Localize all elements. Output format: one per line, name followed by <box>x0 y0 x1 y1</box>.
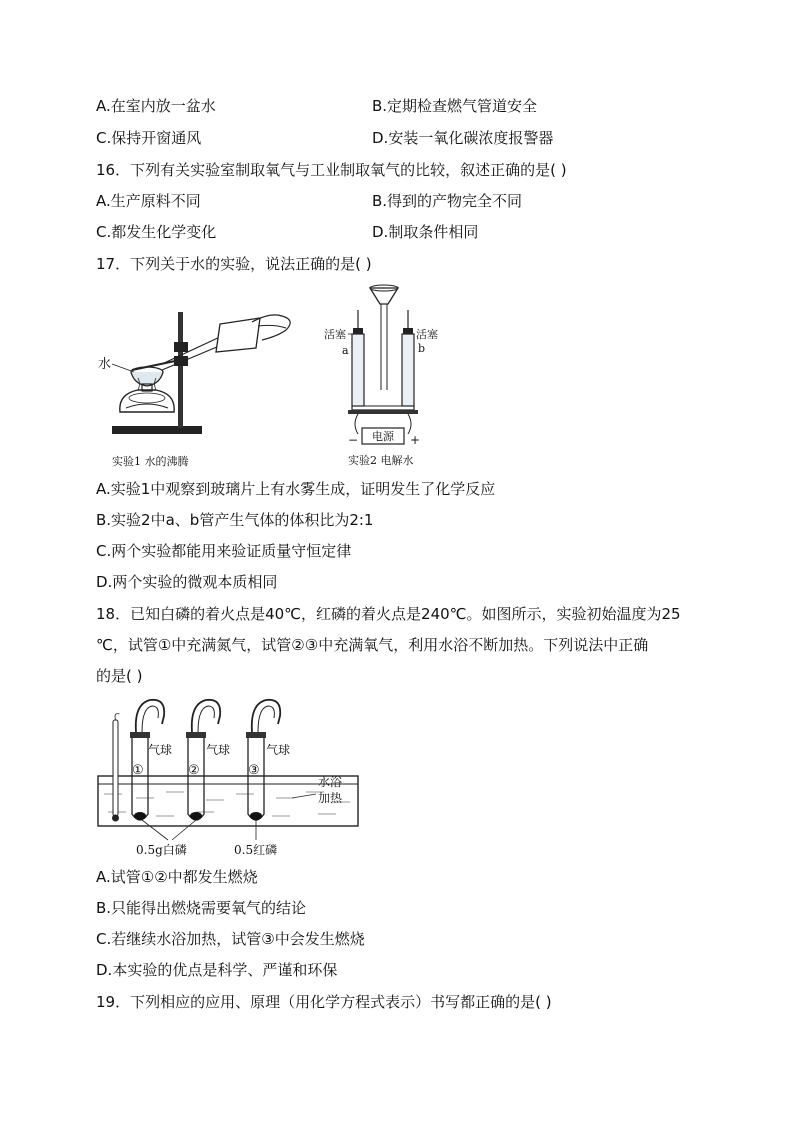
q15-option-c: C.保持开窗通风 <box>96 129 202 147</box>
power-label: 电源 <box>372 430 394 443</box>
test-tube-1 <box>130 700 164 820</box>
tube-number-2: ② <box>188 763 200 778</box>
red-phosphorus-label: 0.5红磷 <box>234 843 278 857</box>
q16-stem: 16．下列有关实验室制取氧气与工业制取氧气的比较，叙述正确的是( ) <box>96 161 567 179</box>
test-tube-3 <box>246 700 280 820</box>
minus-label: − <box>348 433 359 447</box>
q17-stem: 17．下列关于水的实验，说法正确的是( ) <box>96 255 372 273</box>
phosphorus-experiment-figure <box>96 694 376 860</box>
white-phosphorus-label: 0.5g白磷 <box>136 843 187 857</box>
q17-option-c: C.两个实验都能用来验证质量守恒定律 <box>96 542 352 560</box>
balloon-label-2: 气球 <box>206 743 231 757</box>
q17-option-b: B.实验2中a、b管产生气体的体积比为2:1 <box>96 511 374 529</box>
q18-stem-line2: ℃，试管①中充满氮气，试管②③中充满氧气，利用水浴不断加热。下列说法中正确 <box>96 636 649 654</box>
tube-b-label: b <box>418 342 426 355</box>
q18-option-a: A.试管①②中都发生燃烧 <box>96 868 258 886</box>
q18-option-d: D.本实验的优点是科学、严谨和环保 <box>96 961 338 979</box>
q18-stem-line1: 18．已知白磷的着火点是40℃，红磷的着火点是240℃。如图所示，实验初始温度为25 <box>96 605 681 623</box>
heating-label: 加热 <box>318 791 343 805</box>
experiment2-caption: 实验2 电解水 <box>348 454 414 467</box>
q16-option-a: A.生产原料不同 <box>96 192 201 210</box>
q18-option-b: B.只能得出燃烧需要氧气的结论 <box>96 899 307 917</box>
q16-option-b: B.得到的产物完全不同 <box>372 192 523 210</box>
balloon-label-3: 气球 <box>266 743 291 757</box>
q16-option-d: D.制取条件相同 <box>372 223 479 241</box>
q15-option-d: D.安装一氧化碳浓度报警器 <box>372 129 554 147</box>
test-tube-2 <box>186 700 220 820</box>
q16-option-c: C.都发生化学变化 <box>96 223 217 241</box>
experiment1-figure <box>92 290 302 475</box>
q18-stem-line3: 的是( ) <box>96 667 143 685</box>
experiment1-caption: 实验1 水的沸腾 <box>112 455 189 468</box>
balloon-label-1: 气球 <box>148 743 173 757</box>
water-bath-label: 水浴 <box>318 775 343 789</box>
valve-right-label: 活塞 <box>416 328 438 341</box>
q17-option-a: A.实验1中观察到玻璃片上有水雾生成，证明发生了化学反应 <box>96 480 496 498</box>
tube-number-1: ① <box>132 763 144 778</box>
water-label: 水 <box>98 357 112 372</box>
plus-label: + <box>410 433 421 447</box>
q19-stem: 19．下列相应的应用、原理（用化学方程式表示）书写都正确的是( ) <box>96 993 552 1011</box>
experiment2-figure <box>318 282 448 474</box>
valve-left-label: 活塞 <box>324 328 346 341</box>
q15-option-b: B.定期检查燃气管道安全 <box>372 97 538 115</box>
tube-number-3: ③ <box>248 763 260 778</box>
q15-option-a: A.在室内放一盆水 <box>96 97 216 115</box>
q17-option-d: D.两个实验的微观本质相同 <box>96 573 278 591</box>
tube-a-label: a <box>342 344 349 357</box>
q18-option-c: C.若继续水浴加热，试管③中会发生燃烧 <box>96 930 365 948</box>
